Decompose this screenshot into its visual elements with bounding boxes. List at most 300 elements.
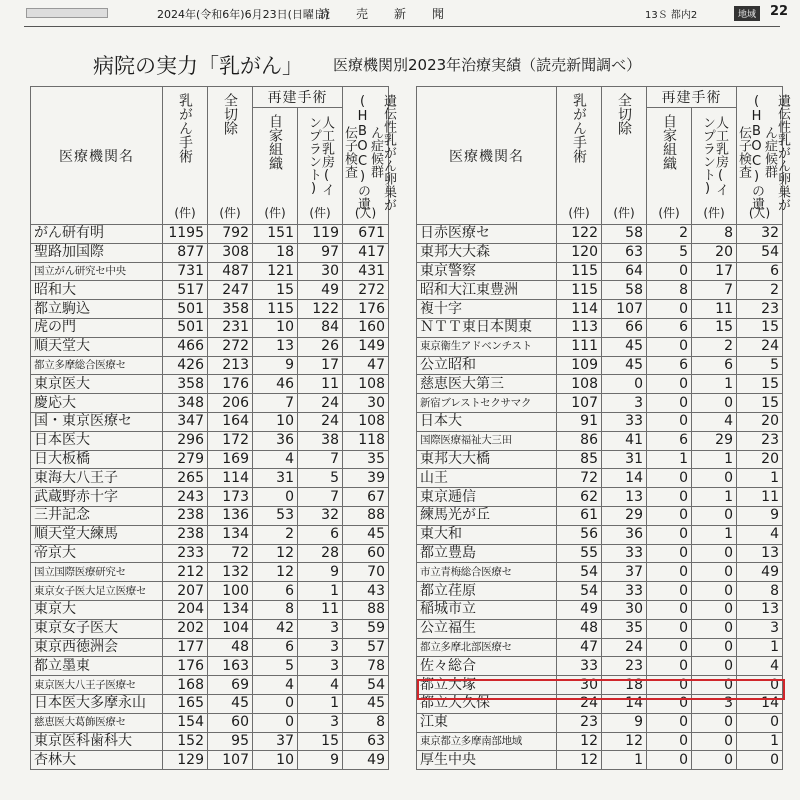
total-removal-count: 36 [602,525,647,544]
implant-count: 122 [298,300,343,319]
hospital-name: 東邦大大橋 [417,450,557,469]
implant-count: 1 [692,525,737,544]
implant-count: 38 [298,431,343,450]
autologous-count: 37 [253,732,298,751]
hospital-name: 慈恵医大葛飾医療セ [31,713,163,732]
total-removal-count: 13 [602,488,647,507]
surgery-count: 129 [163,751,208,770]
implant-count: 29 [692,431,737,450]
hospital-name: 公立福生 [417,619,557,638]
autologous-count: 42 [253,619,298,638]
hospital-name: 日本大 [417,412,557,431]
autologous-count: 46 [253,375,298,394]
col-header-hboc: 遺伝性乳がん卵巣がん症候群(HBOC)の遺伝子検査 (人) [343,87,389,225]
hospital-name: 東京医大八王子医療セ [31,676,163,695]
hboc-test-count: 35 [343,450,389,469]
total-removal-count: 100 [208,582,253,601]
surgery-count: 177 [163,638,208,657]
hospital-name: 日本医大多摩永山 [31,694,163,713]
autologous-count: 0 [647,619,692,638]
hospital-name: 虎の門 [31,318,163,337]
total-removal-count: 104 [208,619,253,638]
autologous-count: 0 [647,713,692,732]
hospital-name: 昭和大江東豊洲 [417,281,557,300]
autologous-count: 36 [253,431,298,450]
col-header-autologous: 自家組織 (件) [647,108,692,225]
table-row [31,563,389,582]
table-row [417,300,783,319]
table-row [417,732,783,751]
implant-count: 20 [692,243,737,262]
implant-count: 6 [692,356,737,375]
autologous-count: 8 [253,600,298,619]
hospital-name: 東京医大 [31,375,163,394]
col-header-name: 医療機関名 [417,87,557,225]
hospital-name: 慈恵医大第三 [417,375,557,394]
total-removal-count: 14 [602,469,647,488]
total-removal-count: 37 [602,563,647,582]
total-removal-count: 45 [602,337,647,356]
implant-count: 1 [298,694,343,713]
autologous-count: 0 [647,544,692,563]
table-row [31,751,389,770]
autologous-count: 4 [253,450,298,469]
hboc-test-count: 30 [343,394,389,413]
table-row [417,638,783,657]
table-row [31,506,389,525]
surgery-count: 86 [557,431,602,450]
total-removal-count: 1 [602,751,647,770]
surgery-count: 202 [163,619,208,638]
table-row [31,638,389,657]
total-removal-count: 134 [208,600,253,619]
autologous-count: 0 [647,394,692,413]
autologous-count: 0 [647,694,692,713]
surgery-count: 501 [163,300,208,319]
autologous-count: 0 [647,488,692,507]
total-removal-count: 247 [208,281,253,300]
autologous-count: 151 [253,225,298,244]
hospital-name: 帝京大 [31,544,163,563]
implant-count: 1 [298,582,343,601]
hboc-test-count: 0 [737,751,783,770]
total-removal-count: 132 [208,563,253,582]
table-row [417,450,783,469]
implant-count: 0 [692,713,737,732]
total-removal-count: 48 [208,638,253,657]
hboc-test-count: 118 [343,431,389,450]
autologous-count: 6 [647,431,692,450]
hospital-name: 日本医大 [31,431,163,450]
total-removal-count: 114 [208,469,253,488]
total-removal-count: 3 [602,394,647,413]
implant-count: 8 [692,225,737,244]
hboc-test-count: 6 [737,262,783,281]
surgery-count: 165 [163,694,208,713]
hboc-test-count: 67 [343,488,389,507]
hospital-name: 東京大 [31,600,163,619]
hospital-name: 山王 [417,469,557,488]
total-removal-count: 14 [602,694,647,713]
table-row [417,600,783,619]
table-row [31,713,389,732]
implant-count: 0 [692,600,737,619]
total-removal-count: 64 [602,262,647,281]
total-removal-count: 30 [602,600,647,619]
implant-count: 7 [692,281,737,300]
table-row [417,337,783,356]
hboc-test-count: 78 [343,657,389,676]
total-removal-count: 487 [208,262,253,281]
implant-count: 11 [692,300,737,319]
autologous-count: 1 [647,450,692,469]
total-removal-count: 58 [602,281,647,300]
table-row [417,431,783,450]
surgery-count: 243 [163,488,208,507]
hospital-name: 東京衛生アドベンチスト [417,337,557,356]
autologous-count: 13 [253,337,298,356]
hboc-test-count: 24 [737,337,783,356]
implant-count: 28 [298,544,343,563]
autologous-count: 5 [647,243,692,262]
implant-count: 11 [298,375,343,394]
hboc-test-count: 39 [343,469,389,488]
hospital-name: 都立多摩北部医療セ [417,638,557,657]
surgery-count: 49 [557,600,602,619]
hboc-test-count: 88 [343,600,389,619]
total-removal-count: 272 [208,337,253,356]
table-row [417,563,783,582]
surgery-count: 238 [163,506,208,525]
autologous-count: 0 [647,337,692,356]
autologous-count: 2 [253,525,298,544]
table-row [417,582,783,601]
table-row [31,600,389,619]
total-removal-count: 792 [208,225,253,244]
hospital-name: 昭和大 [31,281,163,300]
hospital-name: 都立大久保 [417,694,557,713]
hospital-name: 慶応大 [31,394,163,413]
table-row [31,337,389,356]
hospital-name: 複十字 [417,300,557,319]
total-removal-count: 12 [602,732,647,751]
table-row [31,281,389,300]
hospital-name: 東京西徳洲会 [31,638,163,657]
autologous-count: 6 [253,582,298,601]
implant-count: 0 [692,469,737,488]
implant-count: 0 [692,582,737,601]
implant-count: 3 [298,619,343,638]
surgery-count: 877 [163,243,208,262]
implant-count: 15 [298,732,343,751]
masthead [0,0,800,26]
implant-count: 26 [298,337,343,356]
total-removal-count: 33 [602,544,647,563]
table-row [417,318,783,337]
autologous-count: 121 [253,262,298,281]
implant-count: 6 [298,525,343,544]
hboc-test-count: 149 [343,337,389,356]
autologous-count: 0 [647,525,692,544]
hboc-test-count: 32 [737,225,783,244]
implant-count: 0 [692,751,737,770]
autologous-count: 0 [647,412,692,431]
table-row [417,281,783,300]
surgery-count: 114 [557,300,602,319]
hospital-name: 日大板橋 [31,450,163,469]
hospital-name: 佐々総合 [417,657,557,676]
surgery-count: 12 [557,751,602,770]
total-removal-count: 9 [602,713,647,732]
newspaper-name: 読売新聞 [318,7,471,21]
hospital-name: 聖路加国際 [31,243,163,262]
implant-count: 0 [692,506,737,525]
table-row [417,544,783,563]
hboc-test-count: 4 [737,657,783,676]
hospital-name: 順天堂大 [31,337,163,356]
table-row [31,450,389,469]
hospital-name: 厚生中央 [417,751,557,770]
implant-count: 24 [298,394,343,413]
issue-date: 2024年(令和6年)6月23日(日曜日) [157,8,330,21]
total-removal-count: 308 [208,243,253,262]
autologous-count: 31 [253,469,298,488]
surgery-count: 501 [163,318,208,337]
col-header-implant: 人工乳房(インプラント) (件) [692,108,737,225]
hboc-test-count: 20 [737,412,783,431]
implant-count: 0 [692,544,737,563]
surgery-count: 113 [557,318,602,337]
total-removal-count: 35 [602,619,647,638]
autologous-count: 0 [647,638,692,657]
edition-label: 13Ｓ 都内2 [645,10,698,21]
autologous-count: 53 [253,506,298,525]
implant-count: 7 [298,450,343,469]
autologous-count: 7 [253,394,298,413]
surgery-count: 72 [557,469,602,488]
hboc-test-count: 5 [737,356,783,375]
col-header-name: 医療機関名 [31,87,163,225]
table-row [417,713,783,732]
hboc-test-count: 70 [343,563,389,582]
headline: 病院の実力「乳がん」 [93,54,303,78]
hboc-test-count: 23 [737,300,783,319]
hboc-test-count: 57 [343,638,389,657]
surgery-count: 109 [557,356,602,375]
hboc-test-count: 1 [737,638,783,657]
table-row [417,375,783,394]
col-header-implant: 人工乳房(インプラント) (件) [298,108,343,225]
subtitle: 医療機関別2023年治療実績（読売新聞調べ） [333,56,642,74]
implant-count: 3 [298,713,343,732]
autologous-count: 6 [253,638,298,657]
hboc-test-count: 45 [343,525,389,544]
implant-count: 7 [298,488,343,507]
surgery-count: 24 [557,694,602,713]
header-rule [24,26,780,27]
autologous-count: 12 [253,563,298,582]
table-row [417,525,783,544]
hospital-name: 東京警察 [417,262,557,281]
surgery-count: 62 [557,488,602,507]
implant-count: 3 [298,638,343,657]
hboc-test-count: 49 [737,563,783,582]
hospital-name: 東京逓信 [417,488,557,507]
surgery-count: 54 [557,582,602,601]
autologous-count: 10 [253,318,298,337]
table-row [31,262,389,281]
implant-count: 119 [298,225,343,244]
autologous-count: 0 [647,676,692,695]
hboc-test-count: 431 [343,262,389,281]
total-removal-count: 45 [602,356,647,375]
surgery-count: 23 [557,713,602,732]
hboc-test-count: 15 [737,394,783,413]
hboc-test-count: 0 [737,676,783,695]
total-removal-count: 41 [602,431,647,450]
table-row [31,356,389,375]
newspaper-logo [26,8,108,18]
col-header-surgery: 乳がん手術 (件) [163,87,208,225]
hospital-name: 東海大八王子 [31,469,163,488]
autologous-count: 15 [253,281,298,300]
total-removal-count: 31 [602,450,647,469]
hboc-test-count: 9 [737,506,783,525]
hboc-test-count: 43 [343,582,389,601]
hospital-name: 練馬光が丘 [417,506,557,525]
col-header-surgery: 乳がん手術 (件) [557,87,602,225]
hboc-test-count: 4 [737,525,783,544]
surgery-count: 48 [557,619,602,638]
table-row [31,525,389,544]
implant-count: 5 [298,469,343,488]
table-row [31,394,389,413]
surgery-count: 296 [163,431,208,450]
table-row [31,657,389,676]
hboc-test-count: 59 [343,619,389,638]
autologous-count: 6 [647,356,692,375]
surgery-count: 168 [163,676,208,695]
table-row [417,225,783,244]
total-removal-count: 72 [208,544,253,563]
surgery-count: 152 [163,732,208,751]
hboc-test-count: 3 [737,619,783,638]
autologous-count: 0 [647,262,692,281]
hboc-test-count: 272 [343,281,389,300]
total-removal-count: 358 [208,300,253,319]
hospital-name: 東京都立多摩南部地域 [417,732,557,751]
autologous-count: 4 [253,676,298,695]
table-row [417,657,783,676]
table-row [31,375,389,394]
hboc-test-count: 2 [737,281,783,300]
table-row [417,394,783,413]
table-row [417,262,783,281]
autologous-count: 0 [647,732,692,751]
hboc-test-count: 23 [737,431,783,450]
hboc-test-count: 88 [343,506,389,525]
implant-count: 4 [298,676,343,695]
hospital-name: 国・東京医療セ [31,412,163,431]
implant-count: 0 [692,563,737,582]
surgery-count: 120 [557,243,602,262]
implant-count: 0 [692,676,737,695]
surgery-count: 1195 [163,225,208,244]
surgery-count: 348 [163,394,208,413]
results-table-left [30,86,396,770]
surgery-count: 358 [163,375,208,394]
table-row [417,356,783,375]
table-row [31,243,389,262]
surgery-count: 55 [557,544,602,563]
autologous-count: 0 [647,375,692,394]
hboc-test-count: 1 [737,469,783,488]
table-row [417,412,783,431]
implant-count: 1 [692,375,737,394]
total-removal-count: 136 [208,506,253,525]
surgery-count: 279 [163,450,208,469]
autologous-count: 6 [647,318,692,337]
hboc-test-count: 20 [737,450,783,469]
implant-count: 4 [692,412,737,431]
hboc-test-count: 15 [737,375,783,394]
implant-count: 2 [692,337,737,356]
implant-count: 17 [692,262,737,281]
implant-count: 0 [692,394,737,413]
total-removal-count: 231 [208,318,253,337]
surgery-count: 108 [557,375,602,394]
table-row [31,544,389,563]
hospital-name: 東京医科歯科大 [31,732,163,751]
surgery-count: 466 [163,337,208,356]
hospital-name: 東京女子医大 [31,619,163,638]
surgery-count: 85 [557,450,602,469]
total-removal-count: 213 [208,356,253,375]
table-row [31,619,389,638]
hboc-test-count: 49 [343,751,389,770]
surgery-count: 54 [557,563,602,582]
hboc-test-count: 108 [343,412,389,431]
surgery-count: 176 [163,657,208,676]
implant-count: 97 [298,243,343,262]
total-removal-count: 33 [602,412,647,431]
hboc-test-count: 1 [737,732,783,751]
surgery-count: 233 [163,544,208,563]
implant-count: 0 [692,732,737,751]
surgery-count: 154 [163,713,208,732]
autologous-count: 0 [253,488,298,507]
table-row [417,506,783,525]
hboc-test-count: 45 [343,694,389,713]
total-removal-count: 66 [602,318,647,337]
autologous-count: 10 [253,751,298,770]
section-badge: 地域 [734,6,760,21]
total-removal-count: 95 [208,732,253,751]
implant-count: 1 [692,488,737,507]
implant-count: 24 [298,412,343,431]
hboc-test-count: 54 [737,243,783,262]
table-row [31,488,389,507]
col-header-total-removal: 全切除 (件) [208,87,253,225]
surgery-count: 30 [557,676,602,695]
implant-count: 11 [298,600,343,619]
implant-count: 3 [298,657,343,676]
hospital-name: 都立豊島 [417,544,557,563]
hboc-test-count: 11 [737,488,783,507]
autologous-count: 0 [647,582,692,601]
total-removal-count: 60 [208,713,253,732]
surgery-count: 238 [163,525,208,544]
